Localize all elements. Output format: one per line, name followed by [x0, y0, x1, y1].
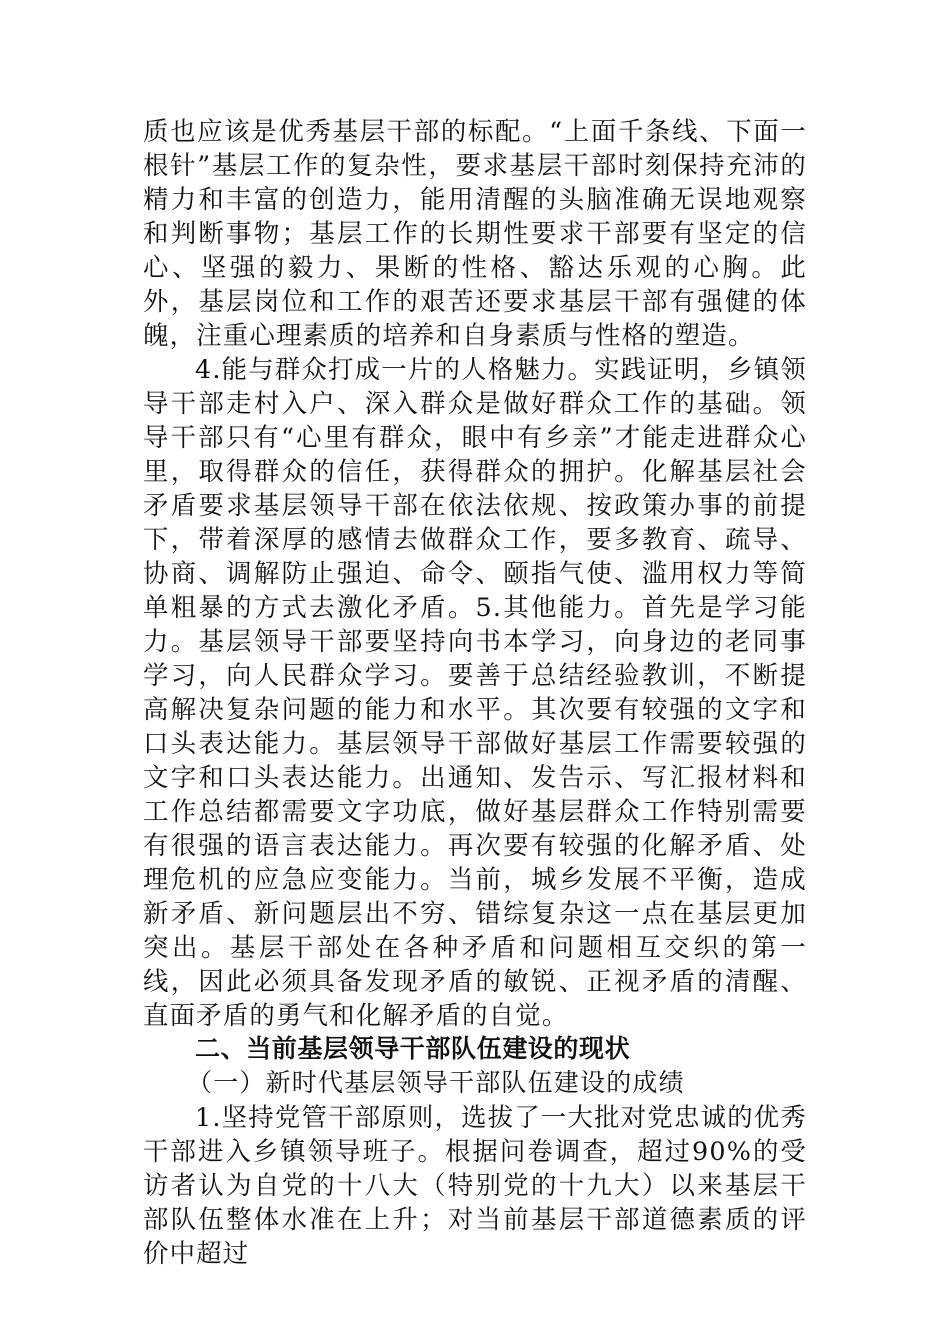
paragraph-abilities: 4.能与群众打成一片的人格魅力。实践证明，乡镇领导干部走村入户、深入群众是做好群众工作的基础。领导干部只有“心里有群众，眼中有乡亲”才能走进群众心里，取得群众的信任，获得群众的拥护。化解基层社会矛盾要求基层领导干部在依法依规、按政策办事的前提下，带着深厚的感情去做群众工作，要多教育、疏导、协商、调解防止强迫、命令、颐指气使、滥用权力等简单粗暴的方式去激化矛盾。5.其他能力。首先是学习能力。基层领导干部要坚持向书本学习，向身边的老同事学习，向人民群众学习。要善于总结经验教训，不断提高解决复杂问题的能力和水平。其次要有较强的文字和口头表达能力。基层领导干部做好基层工作需要较强的文字和口头表达能力。出通知、发告示、写汇报材料和工作总结都需要文字功底，做好基层群众工作特别需要有很强的语言表达能力。再次要有较强的化解矛盾、处理危机的应急应变能力。当前，城乡发展不平衡，造成新矛盾、新问题层出不穷、错综复杂这一点在基层更加突出。基层干部处在各种矛盾和问题相互交织的第一线，因此必须具备发现矛盾的敏锐、正视矛盾的清醒、直面矛盾的勇气和化解矛盾的自觉。 — [143, 354, 807, 1030]
subsection-heading: （一）新时代基层领导干部队伍建设的成绩 — [187, 1068, 685, 1097]
section-heading: 二、当前基层领导干部队伍建设的现状 — [195, 1034, 631, 1063]
paragraph-achievements: 1.坚持党管干部原则，选拔了一大批对党忠诚的优秀干部进入乡镇领导班子。根据问卷调查，超过90%的受访者认为自党的十八大（特别党的十九大）以来基层干部队伍整体水准在上升；对当前基层干部道德素质的评价中超过 — [143, 1102, 807, 1268]
paragraph-continued: 质也应该是优秀基层干部的标配。“上面千条线、下面一根针”基层工作的复杂性，要求基层干部时刻保持充沛的精力和丰富的创造力，能用清醒的头脑准确无误地观察和判断事物；基层工作的长期性要求干部要有坚定的信心、坚强的毅力、果断的性格、豁达乐观的心胸。此外，基层岗位和工作的艰苦还要求基层干部有强健的体魄，注重心理素质的培养和自身素质与性格的塑造。 — [143, 116, 807, 350]
document-body — [143, 114, 807, 1270]
